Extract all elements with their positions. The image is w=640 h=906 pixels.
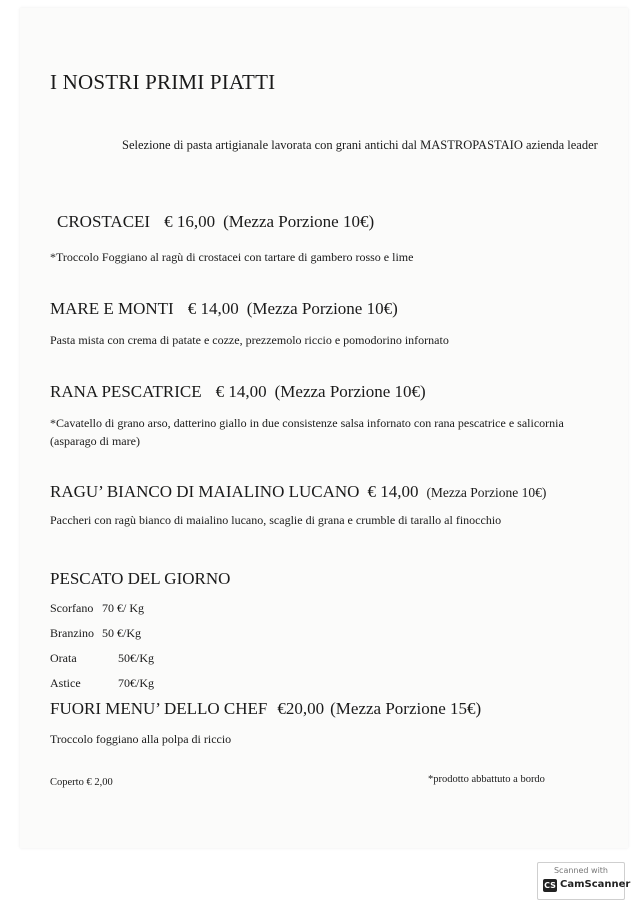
dish-description: Pasta mista con crema di patate e cozze, prezzemolo riccio e pomodorino infornato: [50, 333, 449, 347]
dish-half-portion: (Mezza Porzione 10€): [246, 299, 398, 318]
scanner-brand: CamScanner: [560, 879, 631, 890]
dish-name: RAGU’ BIANCO DI MAIALINO LUCANO: [50, 482, 360, 501]
dish-half-portion: (Mezza Porzione 10€): [426, 485, 547, 500]
catch-name: Scorfano: [50, 601, 94, 615]
camscanner-logo-icon: CS: [544, 881, 556, 890]
catch-row: [50, 674, 154, 692]
dish-name: RANA PESCATRICE: [50, 382, 202, 401]
intro-text: Selezione di pasta artigianale lavorata con grani antichi dal MASTROPASTAIO azienda leader: [122, 138, 598, 152]
catch-row: [50, 624, 141, 642]
dish-ragu-bianco: [50, 482, 546, 502]
dish-description: *Troccolo Foggiano al ragù di crostacei con tartare di gambero rosso e lime: [50, 250, 414, 264]
scanner-watermark-caption: Scanned with: [553, 866, 609, 875]
dish-price: € 16,00: [164, 212, 216, 231]
coperto-note: Coperto € 2,00: [50, 777, 113, 788]
catch-price: 50 €/Kg: [102, 626, 141, 640]
dish-price: € 14,00: [215, 382, 267, 401]
catch-row: [50, 649, 154, 667]
catch-name: Orata: [50, 651, 77, 665]
dish-name: CROSTACEI: [57, 212, 151, 231]
dish-name: MARE E MONTI: [50, 299, 174, 318]
dish-price: € 14,00: [187, 299, 239, 318]
catch-row: [50, 599, 144, 617]
catch-name: Branzino: [50, 626, 94, 640]
dish-rana-pescatrice: [50, 382, 426, 402]
catch-name: Astice: [50, 676, 81, 690]
catch-price: 70€/Kg: [118, 676, 154, 690]
chef-special-price: €20,00: [277, 699, 325, 718]
dish-crostacei: [57, 212, 374, 232]
scanner-watermark: [537, 862, 631, 900]
dish-mare-e-monti: [50, 299, 398, 319]
catch-price: 50€/Kg: [118, 651, 154, 665]
product-note: *prodotto abbattuto a bordo: [428, 774, 545, 785]
chef-special-description: Troccolo foggiano alla polpa di riccio: [50, 732, 232, 746]
chef-special-name: FUORI MENU’ DELLO CHEF: [50, 699, 268, 718]
dish-half-portion: (Mezza Porzione 10€): [274, 382, 426, 401]
chef-special-half-portion: (Mezza Porzione 15€): [330, 699, 482, 718]
dish-price: € 14,00: [367, 482, 419, 501]
dish-half-portion: (Mezza Porzione 10€): [223, 212, 375, 231]
dish-description: *Cavatello di grano arso, datterino giallo in due consistenze salsa infornato con rana pescatrice e salicornia (asparago di mare): [50, 416, 564, 448]
dish-description: Paccheri con ragù bianco di maialino lucano, scaglie di grana e crumble di tarallo al finocchio: [50, 513, 502, 527]
chef-special: [50, 699, 481, 719]
menu-title: I NOSTRI PRIMI PIATTI: [50, 70, 276, 94]
catch-price: 70 €/ Kg: [102, 601, 144, 615]
catch-heading: PESCATO DEL GIORNO: [50, 569, 231, 588]
